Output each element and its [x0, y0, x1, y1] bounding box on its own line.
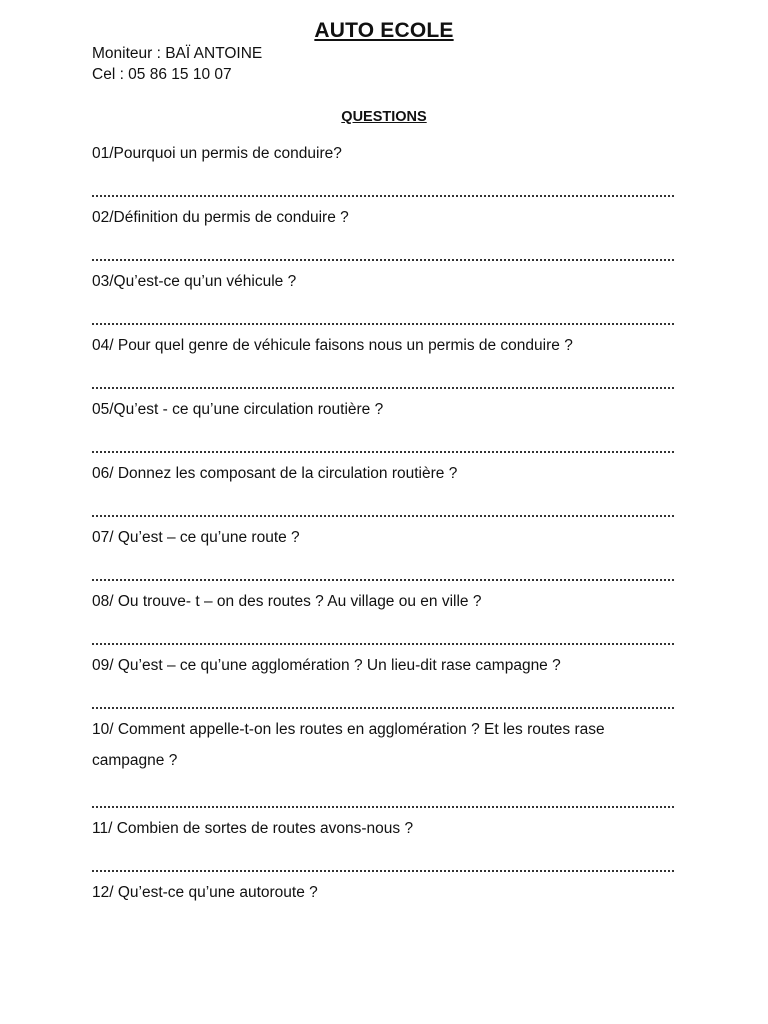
question-text: 06/ Donnez les composant de la circulation routière ? [92, 465, 458, 482]
answer-line [92, 559, 674, 581]
question-item [92, 399, 676, 453]
question-text: 05/Qu’est - ce qu’une circulation routière ? [92, 401, 384, 418]
question-item [92, 143, 676, 197]
question-text: 02/Définition du permis de conduire ? [92, 209, 349, 226]
question-text: 12/ Qu’est-ce qu’une autoroute ? [92, 884, 318, 901]
question-text: 08/ Ou trouve- t – on des routes ? Au village ou en ville ? [92, 593, 482, 610]
question-text: 11/ Combien de sortes de routes avons-nous ? [92, 820, 414, 837]
question-item [92, 714, 676, 808]
question-item [92, 463, 676, 517]
answer-line [92, 786, 674, 808]
question-text: 01/Pourquoi un permis de conduire? [92, 145, 342, 162]
question-item [92, 207, 676, 261]
answer-line [92, 175, 674, 197]
phone-line: Cel : 05 86 15 10 07 [92, 66, 232, 83]
question-item [92, 591, 676, 645]
question-item [92, 527, 676, 581]
answer-line [92, 367, 674, 389]
questions-heading: QUESTIONS [341, 109, 427, 125]
question-text: 10/ Comment appelle-t-on les routes en agglomération ? Et les routes rase campagne ? [92, 721, 605, 769]
answer-line [92, 303, 674, 325]
question-item [92, 882, 676, 904]
answer-line [92, 623, 674, 645]
question-text: 03/Qu’est-ce qu’un véhicule ? [92, 273, 297, 290]
moniteur-line: Moniteur : BAÏ ANTOINE [92, 45, 263, 62]
question-text: 07/ Qu’est – ce qu’une route ? [92, 529, 300, 546]
question-text: 09/ Qu’est – ce qu’une agglomération ? Un lieu-dit rase campagne ? [92, 657, 561, 674]
question-text: 04/ Pour quel genre de véhicule faisons nous un permis de conduire ? [92, 337, 573, 354]
question-item [92, 335, 676, 389]
answer-line [92, 431, 674, 453]
question-item [92, 818, 676, 872]
question-item [92, 271, 676, 325]
document-title: AUTO ECOLE [314, 19, 454, 42]
answer-line [92, 850, 674, 872]
answer-line [92, 239, 674, 261]
answer-line [92, 495, 674, 517]
questions-list [92, 143, 676, 904]
answer-line [92, 687, 674, 709]
question-item [92, 655, 676, 709]
